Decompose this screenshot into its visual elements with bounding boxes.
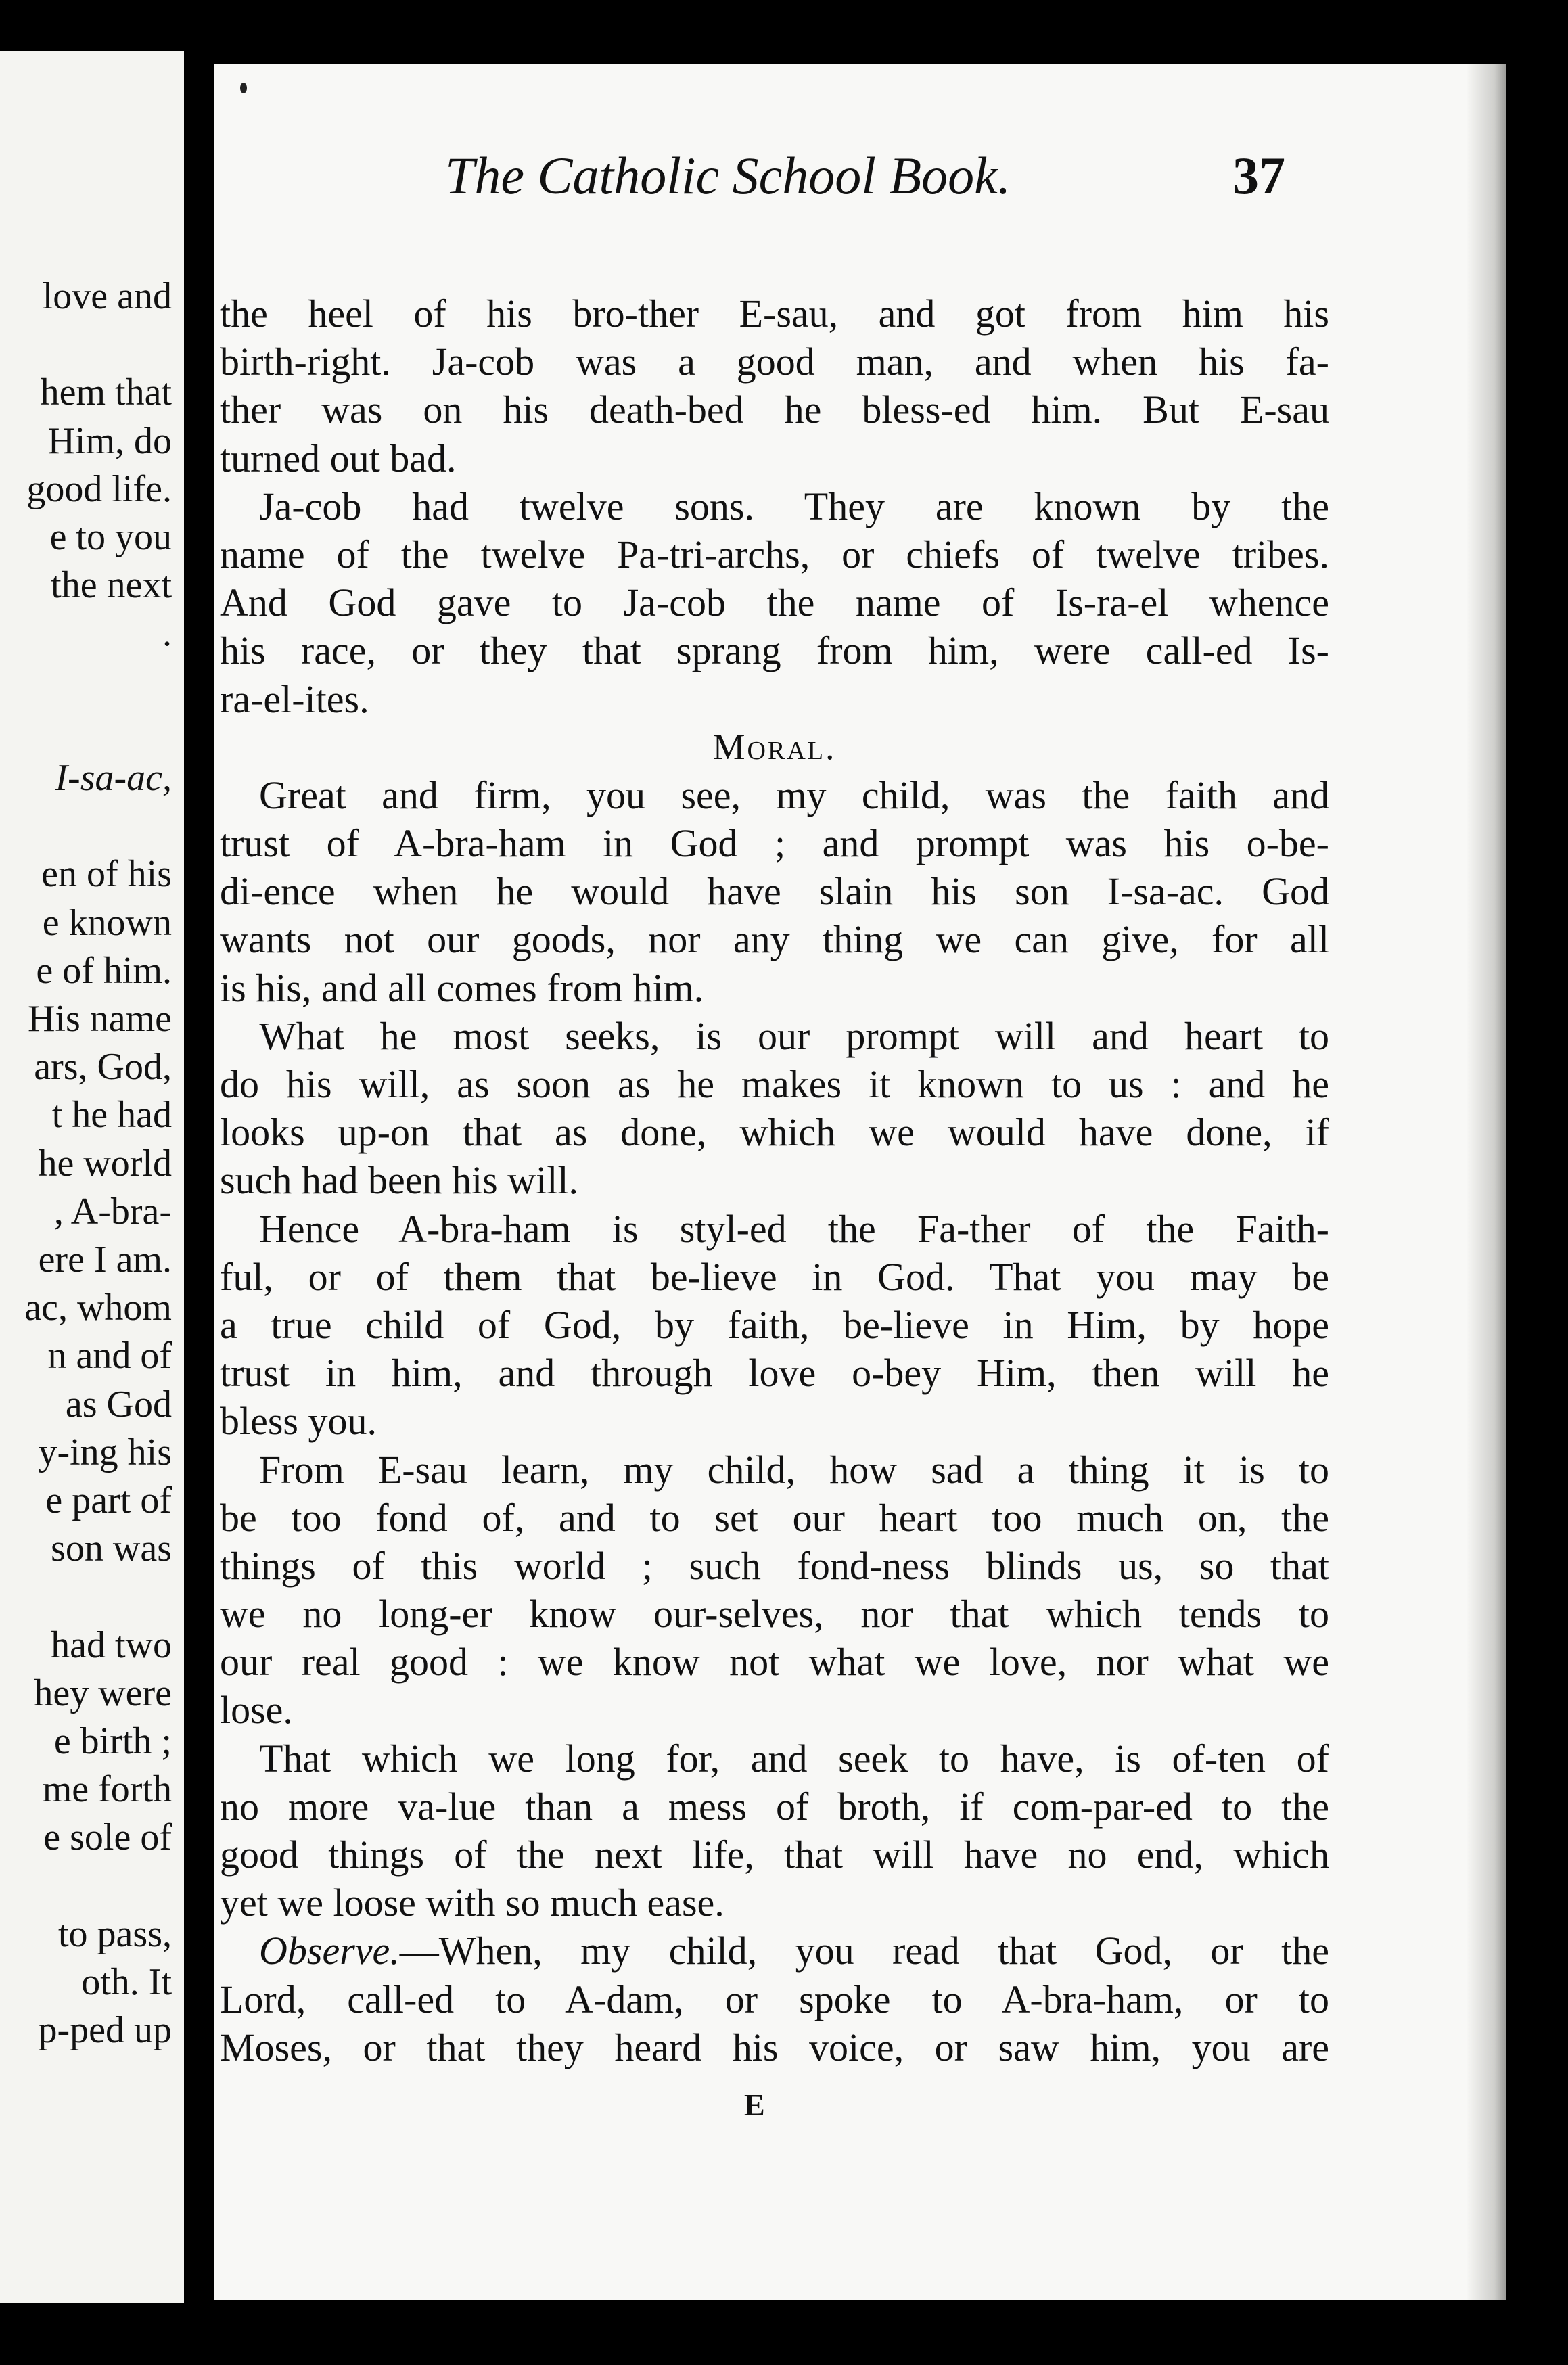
page-number: 37 xyxy=(1232,146,1285,205)
left-page-line: me forth xyxy=(42,1768,172,1811)
left-page-line: the next xyxy=(51,564,172,607)
left-page-line: p-ped up xyxy=(38,2009,172,2052)
text-line: Ja-cob had twelve sons. They are known by the xyxy=(259,484,1329,528)
left-page-line: His name xyxy=(27,998,172,1040)
left-page-line: Him, do xyxy=(47,419,172,462)
observe-label: Observe. xyxy=(259,1929,400,1973)
text-line: yet we loose with so much ease. xyxy=(220,1881,724,1925)
text-line: trust in him, and through love o-bey Him, then will he xyxy=(220,1351,1329,1396)
text-line: What he most seeks, is our prompt will and heart to xyxy=(259,1013,1329,1058)
text-line: That which we long for, and seek to have, is of-ten of xyxy=(259,1736,1329,1781)
text-line: do his will, as soon as he makes it known to us : and he xyxy=(220,1062,1329,1106)
text-line: ther was on his death-bed he bless-ed him. But E-sau xyxy=(220,388,1329,432)
text-line: name of the twelve Pa-tri-archs, or chiefs of twelve tribes. xyxy=(220,532,1329,576)
body-text xyxy=(220,290,1329,2071)
left-page-line: I-sa-ac, xyxy=(55,757,172,799)
observe-text: —When, my child, you read that God, or the xyxy=(399,1929,1329,1973)
left-page-line: oth. It xyxy=(81,1961,172,2003)
text-line: ful, or of them that be-lieve in God. That you may be xyxy=(220,1254,1329,1299)
text-line: be too fond of, and to set our heart too much on, the xyxy=(220,1495,1329,1540)
left-page-line: good life. xyxy=(26,467,172,510)
left-page-line: e known xyxy=(42,901,172,944)
left-page-line: ars, God, xyxy=(34,1046,172,1088)
text-line: trust of A-bra-ham in God ; and prompt was his o-be- xyxy=(220,821,1329,866)
left-page-line: e sole of xyxy=(43,1816,172,1859)
left-page-line: e birth ; xyxy=(53,1720,172,1762)
text-line: looks up-on that as done, which we would have done, if xyxy=(220,1110,1329,1155)
text-line: Lord, call-ed to A-dam, or spoke to A-bra-ham, or to xyxy=(220,1977,1329,2021)
left-page-line: love and xyxy=(42,275,172,317)
text-line: the heel of his bro-ther E-sau, and got from him his xyxy=(220,292,1329,336)
left-page-line: . xyxy=(162,612,172,655)
text-line: birth-right. Ja-cob was a good man, and when his fa- xyxy=(220,340,1329,384)
text-line: we no long-er know our-selves, nor that which tends to xyxy=(220,1592,1329,1636)
text-line: good things of the next life, that will have no end, which xyxy=(220,1833,1329,1877)
text-line: his race, or they that sprang from him, were call-ed Is- xyxy=(220,628,1329,673)
page-edge-shadow xyxy=(1466,64,1506,2300)
text-line: is his, and all comes from him. xyxy=(220,965,704,1010)
text-line: bless you. xyxy=(220,1399,377,1444)
page-header xyxy=(230,145,1285,220)
left-page-line: , A-bra- xyxy=(53,1190,172,1233)
text-line: di-ence when he would have slain his son I-sa-ac. God xyxy=(220,869,1329,914)
text-line: Moses, or that they heard his voice, or saw him, you are xyxy=(220,2025,1329,2069)
ink-speck xyxy=(240,83,247,93)
left-page-line: ere I am. xyxy=(38,1239,172,1281)
signature-mark: E xyxy=(744,2088,765,2122)
left-page-line: as God xyxy=(65,1383,172,1425)
left-page-line: n and of xyxy=(47,1335,172,1377)
text-line: a true child of God, by faith, be-lieve in Him, by hope xyxy=(220,1302,1329,1347)
left-page-line: hem that xyxy=(40,371,172,414)
left-page-line: e of him. xyxy=(36,949,172,992)
left-page-line: e part of xyxy=(45,1479,172,1521)
text-line: And God gave to Ja-cob the name of Is-ra-el whence xyxy=(220,580,1329,625)
text-line: such had been his will. xyxy=(220,1158,578,1203)
text-line: turned out bad. xyxy=(220,436,457,480)
text-line: lose. xyxy=(220,1688,293,1732)
section-heading: Moral. xyxy=(712,726,837,767)
previous-page-fragment xyxy=(0,51,184,2303)
text-line: no more va-lue than a mess of broth, if com-par-ed to the xyxy=(220,1784,1329,1829)
left-page-line: y-ing his xyxy=(38,1431,172,1473)
text-line: Great and firm, you see, my child, was the faith and xyxy=(259,773,1329,817)
running-title: The Catholic School Book. xyxy=(445,146,1011,205)
left-page-line: t he had xyxy=(51,1094,172,1136)
left-page-line: ac, whom xyxy=(24,1287,172,1329)
left-page-line: to pass, xyxy=(58,1912,172,1955)
text-line: Hence A-bra-ham is styl-ed the Fa-ther of the Faith- xyxy=(259,1206,1329,1251)
text-line: ra-el-ites. xyxy=(220,676,369,721)
left-page-line: e to you xyxy=(49,516,172,558)
text-line: From E-sau learn, my child, how sad a thing it is to xyxy=(259,1447,1329,1492)
text-line xyxy=(220,1927,1329,1975)
text-line: wants not our goods, nor any thing we can give, for all xyxy=(220,917,1329,962)
left-page-line: son was xyxy=(51,1528,172,1570)
left-page-line: had two xyxy=(51,1624,172,1666)
text-line: things of this world ; such fond-ness blinds us, so that xyxy=(220,1543,1329,1588)
left-page-line: hey were xyxy=(34,1672,172,1714)
left-page-line: he world xyxy=(38,1142,172,1185)
text-line: our real good : we know not what we love, nor what we xyxy=(220,1640,1329,1684)
page-gutter xyxy=(184,41,214,2314)
left-page-line: en of his xyxy=(41,853,172,896)
